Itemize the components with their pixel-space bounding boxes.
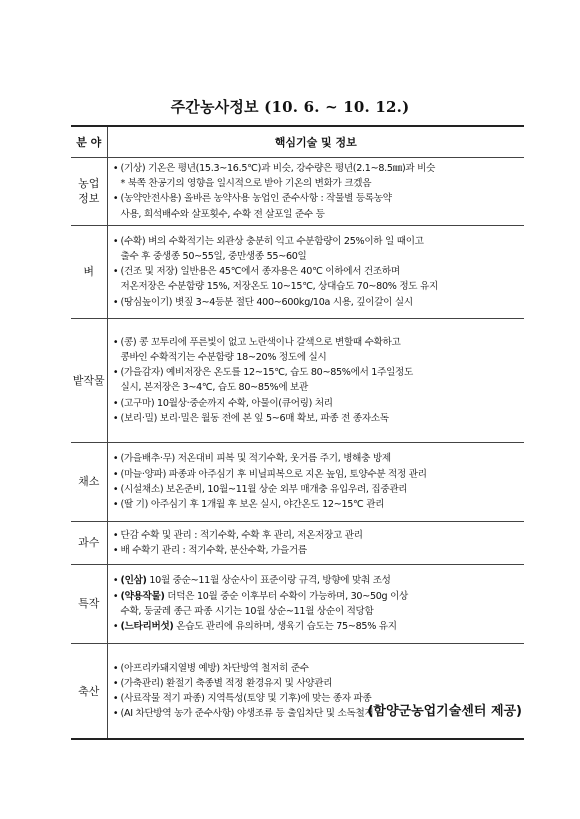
bullet-icon: • xyxy=(112,544,119,556)
line-text: (보리·밀) 보리·밀은 월동 전에 본 잎 5~6매 확보, 파종 전 종자소독 xyxy=(120,412,389,424)
content-cell xyxy=(107,643,524,739)
bullet-item xyxy=(111,335,523,350)
category-cell xyxy=(71,225,107,318)
bullet-icon: • xyxy=(112,677,119,689)
continuation-line xyxy=(111,249,523,264)
bullet-icon: • xyxy=(112,590,119,602)
bullet-item xyxy=(111,676,523,691)
category-label: 농업 xyxy=(78,177,100,191)
document-title: 주간농사정보 (10. 6. ~ 10. 12.) xyxy=(170,98,410,116)
line-text: (아프리카돼지열병 예방) 차단방역 철저히 준수 xyxy=(120,662,309,674)
bullet-item xyxy=(111,661,523,676)
category-label: 정보 xyxy=(78,192,100,206)
bold-crop-label: (느타리버섯) xyxy=(120,621,174,633)
content-cell xyxy=(107,521,524,564)
bullet-item xyxy=(111,234,523,249)
line-text: 사용, 희석배수와 살포횟수, 수확 전 살포일 준수 등 xyxy=(120,208,325,220)
category-label: 특작 xyxy=(78,597,100,611)
content-cell xyxy=(107,564,524,643)
bullet-icon: • xyxy=(112,412,119,424)
row-vegetables xyxy=(71,442,524,521)
source-credit: (함양군농업기술센터 제공) xyxy=(367,704,522,719)
farming-info-table xyxy=(71,125,524,740)
bullet-icon: • xyxy=(112,662,119,674)
bullet-icon: • xyxy=(112,621,119,633)
line-text: 10월 중순~11월 상순사이 표준이랑 규격, 방향에 맞춰 조성 xyxy=(146,575,391,587)
bullet-item xyxy=(111,191,523,206)
category-label: 축산 xyxy=(78,684,100,698)
bullet-icon: • xyxy=(112,367,119,379)
category-cell xyxy=(71,564,107,643)
bullet-item xyxy=(111,295,523,310)
row-special-crops xyxy=(71,564,524,643)
bullet-icon: • xyxy=(112,235,119,247)
content-cell xyxy=(107,318,524,442)
line-text: 콩바인 수확적기는 수분함량 18~20% 정도에 실시 xyxy=(120,351,327,363)
category-cell xyxy=(71,158,107,226)
category-label: 밭작물 xyxy=(72,373,105,387)
bullet-icon: • xyxy=(112,468,119,480)
line-text: (시설채소) 보온준비, 10월~11월 상순 외부 매개충 유입우려, 집중관리 xyxy=(120,483,408,495)
content-cell xyxy=(107,225,524,318)
bullet-icon: • xyxy=(112,193,119,205)
line-text: (콩) 콩 꼬투리에 푸른빛이 없고 노란색이나 갈색으로 변할때 수확하고 xyxy=(120,336,401,348)
line-text: (고구마) 10월상·중순까지 수확, 아물이(큐어링) 처리 xyxy=(120,397,333,409)
bullet-item xyxy=(111,543,523,558)
bullet-icon: • xyxy=(112,693,119,705)
bullet-icon: • xyxy=(112,336,119,348)
table-header-row xyxy=(71,126,524,158)
category-cell xyxy=(71,318,107,442)
bullet-icon: • xyxy=(112,575,119,587)
bullet-item xyxy=(111,573,523,588)
bullet-icon: • xyxy=(112,296,119,308)
bullet-icon: • xyxy=(112,529,119,541)
row-field-crops xyxy=(71,318,524,442)
line-text: 실시, 본저장은 3~4℃, 습도 80~85%에 보관 xyxy=(120,382,308,394)
continuation-line xyxy=(111,604,523,619)
line-text: (가을배추·무) 저온대비 피복 및 적기수확, 웃거름 주기, 병해충 방제 xyxy=(120,453,391,465)
bullet-item xyxy=(111,619,523,634)
bullet-item xyxy=(111,451,523,466)
content-cell xyxy=(107,442,524,521)
row-fruit xyxy=(71,521,524,564)
bold-crop-label: (약용작물) xyxy=(120,590,165,602)
line-text: (가축관리) 환절기 축종별 적정 환경유지 및 사양관리 xyxy=(120,677,333,689)
bullet-icon: • xyxy=(112,708,119,720)
bullet-icon: • xyxy=(112,266,119,278)
continuation-line xyxy=(111,380,523,395)
line-text: * 북쪽 찬공기의 영향을 일시적으로 받아 기온의 변화가 크겠음 xyxy=(120,178,372,190)
line-text: 배 수확기 관리 : 적기수확, 분산수확, 가을거름 xyxy=(120,544,307,556)
line-text: (기상) 기온은 평년(15.3~16.5℃)과 비슷, 강수량은 평년(2.1~8.5㎜)과 비슷 xyxy=(120,163,436,174)
line-text: 수확, 둥굴레 종근 파종 시기는 10월 상순~11월 상순이 적당함 xyxy=(120,605,374,617)
content-cell xyxy=(107,158,524,226)
category-cell xyxy=(71,521,107,564)
continuation-line xyxy=(111,207,523,222)
category-label: 벼 xyxy=(83,265,95,279)
bullet-item xyxy=(111,396,523,411)
category-cell xyxy=(71,643,107,739)
bullet-item xyxy=(111,482,523,497)
bullet-icon: • xyxy=(112,453,119,465)
bullet-item xyxy=(111,497,523,512)
row-farm-info xyxy=(71,158,524,226)
bullet-item xyxy=(111,467,523,482)
line-text: 저온저장은 수분함량 15%, 저장온도 10~15℃, 상대습도 70~80% 정도 유지 xyxy=(120,281,438,293)
line-text: (가을감자) 예비저장은 온도를 12~15℃, 습도 80~85%에서 1주일정도 xyxy=(120,367,413,379)
category-cell xyxy=(71,442,107,521)
line-text: (땅심높이기) 볏짚 3~4등분 절단 400~600kg/10a 시용, 깊이갈이 실시 xyxy=(120,296,413,308)
line-text: 온습도 관리에 유의하며, 생육기 습도는 75~85% 유지 xyxy=(173,621,397,633)
row-rice xyxy=(71,225,524,318)
continuation-line xyxy=(111,350,523,365)
line-text: (AI 차단방역 농가 준수사항) 야생조류 등 출입차단 및 소독철저 xyxy=(120,708,374,720)
bullet-item xyxy=(111,411,523,426)
bullet-item xyxy=(111,161,523,176)
line-text: (딸 기) 아주심기 후 1개월 후 보온 실시, 야간온도 12~15℃ 관리 xyxy=(120,499,385,511)
bullet-icon: • xyxy=(112,499,119,511)
bullet-item xyxy=(111,264,523,279)
bullet-icon: • xyxy=(112,483,119,495)
line-text: 단감 수확 및 관리 : 적기수확, 수확 후 관리, 저온저장고 관리 xyxy=(120,529,363,541)
category-label: 채소 xyxy=(78,475,100,489)
header-content: 핵심기술 및 정보 xyxy=(107,126,524,158)
bullet-item xyxy=(111,528,523,543)
line-text: (건조 및 저장) 일반용은 45℃에서 종자용은 40℃ 이하에서 건조하며 xyxy=(120,266,400,278)
bold-crop-label: (인삼) xyxy=(120,575,147,587)
bullet-item xyxy=(111,365,523,380)
bullet-item xyxy=(111,589,523,604)
category-label: 과수 xyxy=(78,536,100,550)
continuation-line xyxy=(111,176,523,191)
line-text: 더덕은 10월 중순 이후부터 수확이 가능하며, 30~50g 이상 xyxy=(164,590,409,602)
header-category: 분 야 xyxy=(71,126,107,158)
continuation-line xyxy=(111,279,523,294)
bullet-icon: • xyxy=(112,163,119,174)
line-text: (마늘·양파) 파종과 아주심기 후 비닐피복으로 지온 높임, 토양수분 적정 관리 xyxy=(120,468,427,480)
line-text: (농약안전사용) 올바른 농약사용 농업인 준수사항 : 작물별 등록농약 xyxy=(120,193,392,205)
row-livestock xyxy=(71,643,524,739)
line-text: (수확) 벼의 수확적기는 외관상 충분히 익고 수분함량이 25%이하 일 때이고 xyxy=(120,235,424,247)
line-text: (사료작물 적기 파종) 지역특성(토양 및 기후)에 맞는 종자 파종 xyxy=(120,693,372,705)
bullet-icon: • xyxy=(112,397,119,409)
line-text: 출수 후 중생종 50~55일, 중만생종 55~60일 xyxy=(120,251,307,262)
